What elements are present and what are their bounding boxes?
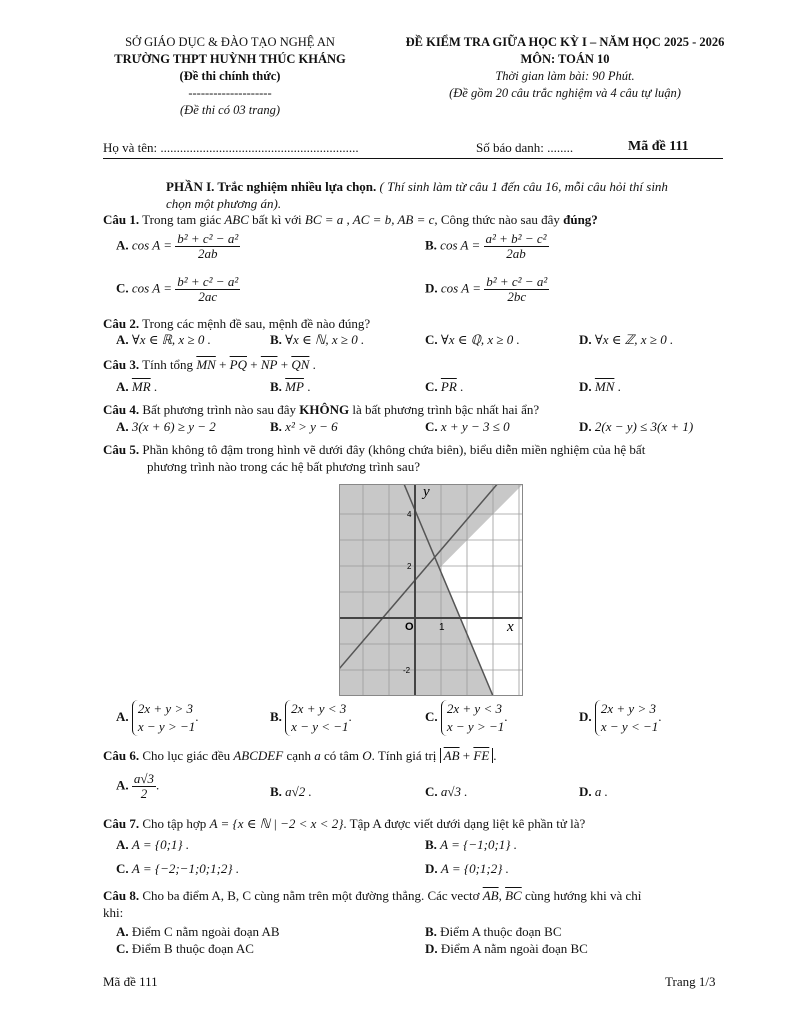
q5-graph bbox=[339, 484, 523, 696]
q8-text: Cho ba điểm A, B, C cùng nằm trên một đường thẳng. Các vectơ bbox=[142, 888, 480, 903]
q6-hexagon: ABCDEF bbox=[233, 748, 284, 763]
q5-b-system: 2x + y < 3 x − y < −1 bbox=[285, 700, 348, 736]
q8-option-d[interactable]: D. Điểm A nằm ngoài đoạn BC bbox=[425, 941, 588, 956]
q1-b-fraction: $\frac{\text{a² + b² − c²}}{2ab}$ bbox=[485, 231, 547, 261]
candidate-id-field: Số báo danh: ........ bbox=[476, 140, 574, 155]
question-7: Câu 7. Cho tập hợp A = {x ∈ ℕ | −2 < x < 2}. Tập A được viết dưới dạng liệt kê phần tử là? bbox=[103, 816, 586, 831]
candidate-name-field: Họ và tên: ............................................................. bbox=[103, 140, 359, 155]
q5-option-b[interactable]: B. 2x + y < 3 x − y < −1. bbox=[270, 701, 352, 734]
q1-option-d[interactable]: D. cos A = $\frac{\text{b² + c² − a²}}{2bc}$ bbox=[425, 274, 548, 304]
question-2 bbox=[103, 315, 723, 332]
header-divider bbox=[103, 158, 723, 159]
exam-title: ĐỀ KIỂM TRA GIỮA HỌC KỲ I – NĂM HỌC 2025 - 2026 bbox=[405, 35, 725, 49]
q5-option-c[interactable]: C. 2x + y < 3 x − y > −1. bbox=[425, 701, 508, 734]
origin-label: O bbox=[405, 621, 414, 633]
y-axis-label: y bbox=[423, 484, 430, 500]
school-name: TRƯỜNG THPT HUỲNH THÚC KHÁNG bbox=[114, 52, 346, 66]
q2-option-c[interactable]: C. ∀x ∈ ℚ, x ≥ 0 . bbox=[425, 332, 520, 347]
footer-exam-code: Mã đề 111 bbox=[103, 974, 158, 989]
q3-label: Câu 3. bbox=[103, 357, 140, 372]
q7-option-d[interactable]: D. A = {0;1;2} . bbox=[425, 861, 509, 876]
header-left bbox=[95, 34, 365, 119]
question-6: Câu 6. Cho lục giác đều ABCDEF cạnh a có tâm O. Tính giá trị $\overline{AB} + \overline{FE}$ . bbox=[103, 748, 497, 763]
q4-option-c[interactable]: C. x + y − 3 ≤ 0 bbox=[425, 419, 510, 434]
q6-option-d[interactable]: D. a . bbox=[579, 784, 608, 799]
q6-option-a[interactable]: A. $\frac{a√3}{2}$ . bbox=[116, 771, 160, 801]
q8-text-2: khi: bbox=[103, 905, 124, 920]
official-note: (Đề thi chính thức) bbox=[179, 69, 281, 83]
q6-label: Câu 6. bbox=[103, 748, 140, 763]
exam-structure: (Đề gồm 20 câu trắc nghiệm và 4 câu tự luận) bbox=[449, 86, 681, 100]
q2-text: Trong các mệnh đề sau, mệnh đề nào đúng? bbox=[142, 316, 371, 331]
question-5 bbox=[103, 441, 723, 475]
q3-vec-np: $\overline{NP}$ bbox=[260, 357, 278, 372]
q4-text: Bất phương trình nào sau đây bbox=[142, 402, 297, 417]
part1-note: ( Thí sinh làm từ câu 1 đến câu 16, mỗi câu hỏi thí sinh bbox=[379, 179, 668, 194]
q4-option-d[interactable]: D. 2(x − y) ≤ 3(x + 1) bbox=[579, 419, 694, 434]
q7-text: Cho tập hợp bbox=[142, 816, 207, 831]
q4-option-b[interactable]: B. x² > y − 6 bbox=[270, 419, 338, 434]
part1-title: PHẦN I. Trắc nghiệm nhiều lựa chọn. bbox=[166, 179, 377, 194]
q3-option-c[interactable]: C. $\overline{PR}$ . bbox=[425, 379, 464, 394]
q2-option-a[interactable]: A. ∀x ∈ ℝ, x ≥ 0 . bbox=[116, 332, 211, 347]
pages-note: (Đề thi có 03 trang) bbox=[180, 103, 280, 117]
q5-c-system: 2x + y < 3 x − y > −1 bbox=[441, 700, 504, 736]
subject: MÔN: TOÁN 10 bbox=[520, 52, 610, 66]
part1-heading bbox=[166, 178, 726, 212]
q1-a-fraction: $\frac{\text{b² + c² − a²}}{2ab}$ bbox=[177, 231, 239, 261]
q4-text-post: là bất phương trình bậc nhất hai ẩn? bbox=[352, 402, 540, 417]
exam-code: Mã đề 111 bbox=[628, 139, 689, 154]
q7-set: A = {x ∈ ℕ | −2 < x < 2} bbox=[209, 816, 344, 831]
q1-bold: đúng? bbox=[563, 212, 598, 227]
q7-option-a[interactable]: A. A = {0;1} . bbox=[116, 837, 190, 852]
header-right bbox=[375, 34, 755, 102]
q6-text: Cho lục giác đều bbox=[142, 748, 231, 763]
q8-option-b[interactable]: B. Điểm A thuộc đoạn BC bbox=[425, 924, 562, 939]
q8-option-c[interactable]: C. Điểm B thuộc đoạn AC bbox=[116, 941, 254, 956]
tick-y-4: 4 bbox=[407, 510, 412, 519]
q7-label: Câu 7. bbox=[103, 816, 140, 831]
q1-label: Câu 1. bbox=[103, 212, 140, 227]
q3-vec-pq: $\overline{PQ}$ bbox=[229, 357, 247, 372]
q1-option-a[interactable]: A. cos A = $\frac{\text{b² + c² − a²}}{2ab}$ bbox=[116, 231, 239, 261]
q1-text-mid: bất kì với bbox=[252, 212, 302, 227]
q6-option-b[interactable]: B. a√2 . bbox=[270, 784, 312, 799]
q4-option-a[interactable]: A. 3(x + 6) ≥ y − 2 bbox=[116, 419, 216, 434]
q2-label: Câu 2. bbox=[103, 316, 140, 331]
q8-option-a[interactable]: A. Điểm C nằm ngoài đoạn AB bbox=[116, 924, 280, 939]
duration: Thời gian làm bài: 90 Phút. bbox=[495, 69, 635, 83]
q1-triangle: ABC bbox=[224, 212, 249, 227]
q3-option-d[interactable]: D. $\overline{MN}$ . bbox=[579, 379, 621, 394]
x-axis-label: x bbox=[507, 619, 514, 635]
question-1 bbox=[103, 211, 723, 228]
q1-text-post: , Công thức nào sau đây bbox=[434, 212, 560, 227]
tick-y-2: 2 bbox=[407, 562, 412, 571]
question-3: Câu 3. Tính tổng $\overline{MN} + \overline{PQ} + \overline{NP} + \overline{QN}$ . bbox=[103, 357, 316, 372]
tick-x-1: 1 bbox=[439, 622, 445, 633]
q2-option-b[interactable]: B. ∀x ∈ ℕ, x ≥ 0 . bbox=[270, 332, 365, 347]
q6-a-fraction: $\frac{a√3}{2}$ bbox=[133, 771, 155, 801]
q3-text: Tính tổng bbox=[142, 357, 194, 372]
q5-option-a[interactable]: A. 2x + y > 3 x − y > −1. bbox=[116, 701, 199, 734]
q2-option-d[interactable]: D. ∀x ∈ ℤ, x ≥ 0 . bbox=[579, 332, 674, 347]
q5-label: Câu 5. bbox=[103, 442, 140, 457]
tick-y-minus-2: -2 bbox=[403, 666, 411, 675]
q3-vec-mn: $\overline{MN}$ bbox=[196, 357, 216, 372]
dashes: -------------------- bbox=[188, 86, 272, 100]
q1-option-c[interactable]: C. cos A = $\frac{\text{b² + c² − a²}}{2ac}$ bbox=[116, 274, 239, 304]
q3-vec-qn: $\overline{QN}$ bbox=[291, 357, 310, 372]
q1-option-b[interactable]: B. cos A = $\frac{\text{a² + b² − c²}}{2ab}$ bbox=[425, 231, 547, 261]
q1-d-fraction: $\frac{\text{b² + c² − a²}}{2bc}$ bbox=[486, 274, 548, 304]
q3-option-a[interactable]: A. $\overline{MR}$ . bbox=[116, 379, 158, 394]
q1-c-fraction: $\frac{\text{b² + c² − a²}}{2ac}$ bbox=[177, 274, 239, 304]
q8-label: Câu 8. bbox=[103, 888, 140, 903]
q5-a-system: 2x + y > 3 x − y > −1 bbox=[132, 700, 195, 736]
footer-page-number: Trang 1/3 bbox=[665, 974, 716, 989]
q7-option-b[interactable]: B. A = {−1;0;1} . bbox=[425, 837, 517, 852]
q5-text: Phần không tô đậm trong hình vẽ dưới đây (không chứa biên), biểu diễn miền nghiệm của hệ bất bbox=[142, 442, 646, 457]
q3-option-b[interactable]: B. $\overline{MP}$ . bbox=[270, 379, 311, 394]
part1-note-2: chọn một phương án). bbox=[166, 196, 282, 211]
question-8: Câu 8. Cho ba điểm A, B, C cùng nằm trên một đường thẳng. Các vectơ $\overline{AB}$, $\overline{BC}$ cùng hướng khi và chỉ khi: bbox=[103, 888, 642, 920]
q7-option-c[interactable]: C. A = {−2;−1;0;1;2} . bbox=[116, 861, 240, 876]
q1-text: Trong tam giác bbox=[142, 212, 222, 227]
department: SỞ GIÁO DỤC & ĐÀO TẠO NGHỆ AN bbox=[125, 35, 335, 49]
q6-option-c[interactable]: C. a√3 . bbox=[425, 784, 468, 799]
q5-option-d[interactable]: D. 2x + y > 3 x − y < −1. bbox=[579, 701, 662, 734]
q1-condition: BC = a , AC = b, AB = c bbox=[304, 212, 435, 227]
q5-d-system: 2x + y > 3 x − y < −1 bbox=[595, 700, 658, 736]
q6-abs-value: $\overline{AB} + \overline{FE}$ bbox=[440, 748, 494, 763]
q4-label: Câu 4. bbox=[103, 402, 140, 417]
q5-text-2: phương trình nào trong các hệ bất phương trình sau? bbox=[147, 459, 420, 474]
question-4 bbox=[103, 401, 723, 418]
q4-bold: KHÔNG bbox=[299, 402, 350, 417]
